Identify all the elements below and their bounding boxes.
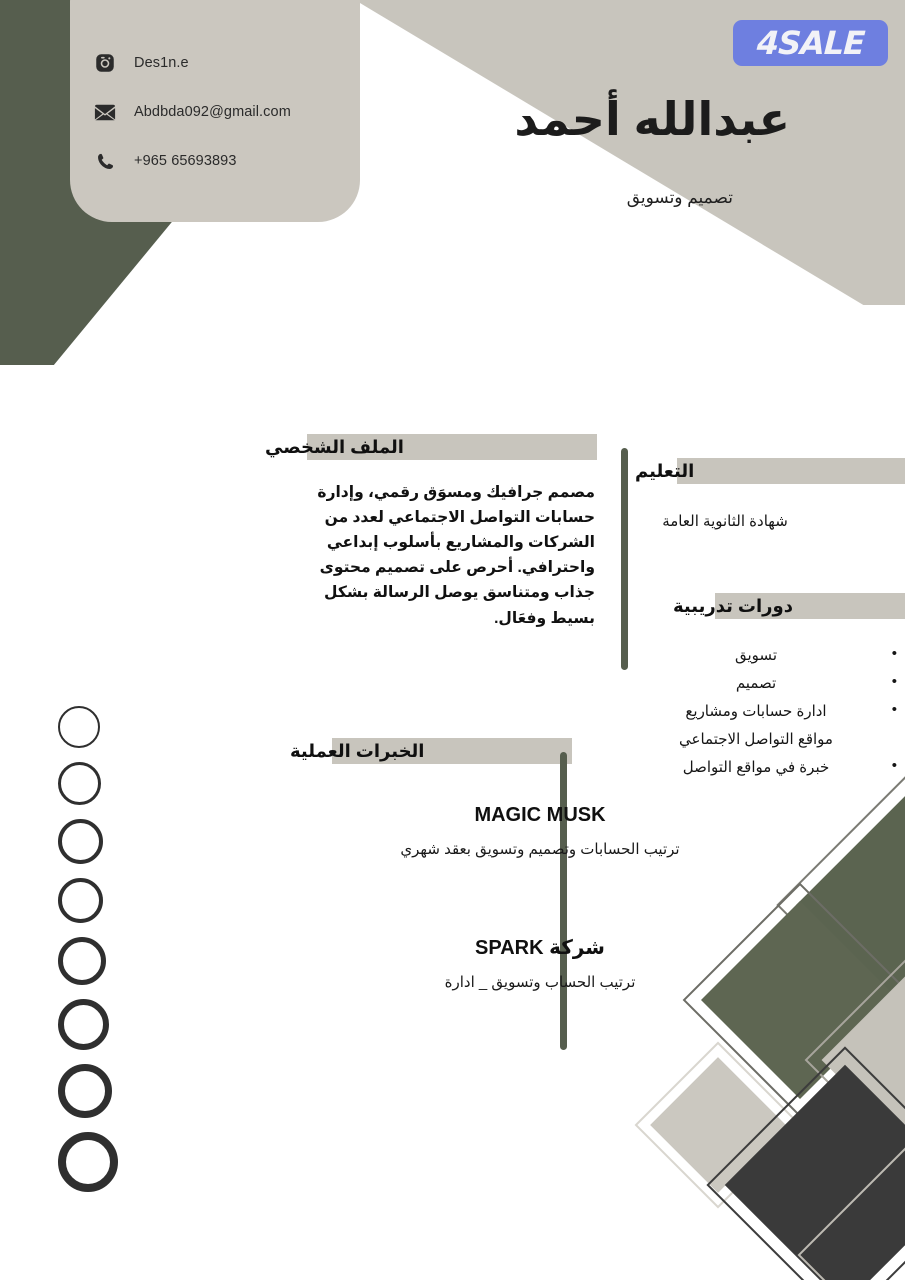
job-role: ترتيب الحساب وتسويق _ ادارة [444,974,636,991]
company-name: MAGIC MUSK [474,804,606,826]
section-heading-courses [673,593,905,619]
contact-item-instagram[interactable] [94,52,291,74]
company-name: شركة SPARK [475,937,605,959]
list-item: تسويق • [631,648,881,663]
section-heading-education [635,458,905,484]
profile-body-text: مصمم جرافيك ومسوَق رقمي، وإدارة حسابات التواصل الاجتماعي لعدد من الشركات والمشاريع بأسلوب إبداعي واحترافي. أحرص على تصميم محتوى جذاب ومتناسق يوصل الرسالة بشكل بسيط وفعَال. [317,484,595,627]
divider-bar-experience [560,752,567,1050]
phone-number: +965 65693893 [134,153,237,169]
decorative-circle [58,819,103,864]
page-title: عبدالله أحمد [514,93,790,145]
list-item: تصميم • [631,676,881,691]
contact-item-email[interactable] [94,101,291,123]
education-heading-label: التعليم [635,460,695,481]
email-icon [94,101,116,123]
list-item: مواقع التواصل الاجتماعي [679,731,833,748]
contact-card [70,0,360,222]
contact-item-phone[interactable] [94,150,291,172]
decorative-circle [58,706,100,748]
decorative-circle-column [58,706,118,1206]
instagram-handle: Des1n.e [134,55,189,71]
decorative-circle [58,999,109,1050]
experience-entry [375,935,705,991]
section-heading-profile [265,434,597,460]
decorative-circle [58,762,101,805]
instagram-icon [94,52,116,74]
experience-entry [375,804,705,858]
4sale-badge [733,20,888,66]
list-item: خبرة في مواقع التواصل • [631,760,881,775]
email-address: Abdbda092@gmail.com [134,104,291,120]
contact-list [94,52,291,172]
decorative-circle [58,878,103,923]
courses-list [631,648,881,788]
section-heading-experience [290,738,572,764]
courses-heading-label: دورات تدريبية [673,595,793,616]
phone-icon [94,150,116,172]
job-role: ترتيب الحسابات وتصميم وتسويق بعقد شهري [400,841,680,858]
decorative-circle [58,1064,112,1118]
experience-heading-label: الخبرات العملية [290,740,425,761]
profile-heading-label: الملف الشخصي [265,436,404,457]
list-item: ادارة حسابات ومشاريع • [631,704,881,719]
education-item: شهادة الثانوية العامة [662,513,788,530]
decorative-circle [58,1132,118,1192]
decorative-circle [58,937,106,985]
4sale-badge-label: 4SALE [755,24,866,62]
page-subtitle: تصميم وتسويق [626,188,733,207]
divider-bar-profile [621,448,628,670]
